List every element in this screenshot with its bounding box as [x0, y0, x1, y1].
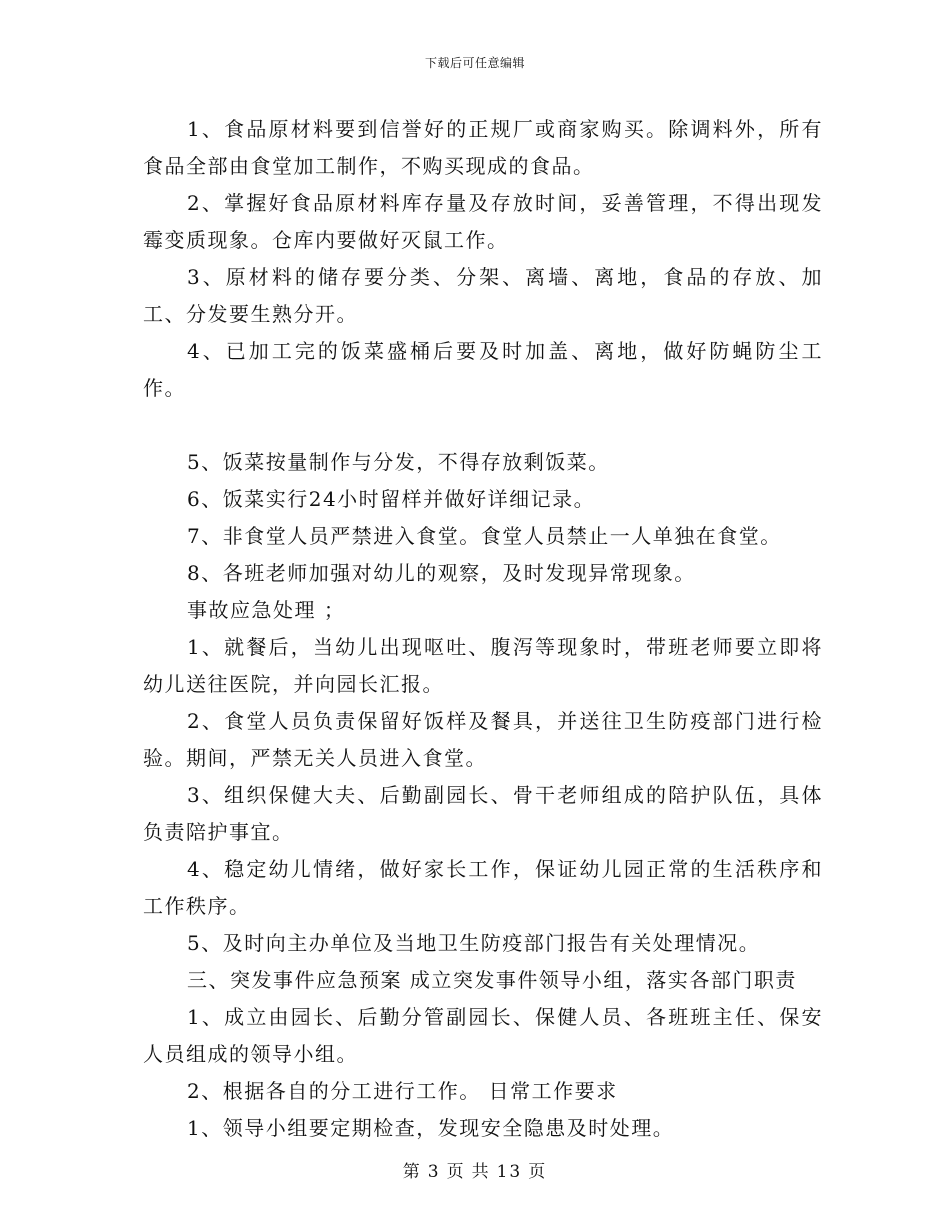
paragraph-hospital-transfer: 1、就餐后，当幼儿出现呕吐、腹泻等现象时，带班老师要立即将幼儿送往医院，并向园长汇报。	[143, 635, 823, 696]
paragraph-teacher-observation: 8、各班老师加强对幼儿的观察，及时发现异常现象。	[187, 561, 696, 585]
paragraph-stabilize-children: 4、稳定幼儿情绪，做好家长工作，保证幼儿园正常的生活秩序和工作秩序。	[143, 857, 823, 918]
paragraph-sample-inspection: 2、食堂人员负责保留好饭样及餐具，并送往卫生防疫部门进行检验。期间，严禁无关人员进入食堂。	[143, 709, 823, 770]
footer-current-page: 3	[427, 1162, 441, 1182]
page-number-footer	[0, 1157, 950, 1182]
paragraph-food-purchase: 1、食品原材料要到信誉好的正规厂或商家购买。除调料外，所有食品全部由食堂加工制作，不购买现成的食品。	[143, 117, 823, 178]
paragraph-division-of-work: 2、根据各自的分工进行工作。 日常工作要求	[187, 1079, 618, 1103]
footer-label-total: 共	[471, 1162, 491, 1182]
header-note: 下载后可任意编辑	[424, 56, 525, 70]
paragraph-spacer	[143, 407, 823, 444]
footer-label-page-unit: 页	[446, 1162, 466, 1182]
paragraph-food-covering: 4、已加工完的饭菜盛桶后要及时加盖、离地，做好防蝇防尘工作。	[143, 339, 823, 400]
paragraph-portioning: 5、饭菜按量制作与分发，不得存放剩饭菜。	[187, 450, 610, 474]
section-heading-emergency-handling: 事故应急处理 ；	[187, 598, 346, 622]
paragraph-access-control: 7、非食堂人员严禁进入食堂。食堂人员禁止一人单独在食堂。	[187, 524, 782, 548]
paragraph-regular-inspection: 1、领导小组要定期检查，发现安全隐患及时处理。	[187, 1116, 675, 1140]
document-body	[143, 111, 823, 1147]
footer-total-pages: 13	[496, 1162, 523, 1182]
paragraph-storage-management: 2、掌握好食品原材料库存量及存放时间，妥善管理，不得出现发霉变质现象。仓库内要做好灭鼠工作。	[143, 191, 823, 252]
paragraph-leadership-group: 1、成立由园长、后勤分管副园长、保健人员、各班班主任、保安人员组成的领导小组。	[143, 1005, 823, 1066]
paragraph-sample-retention: 6、饭菜实行24小时留样并做好详细记录。	[187, 487, 596, 511]
section-heading-emergency-plan: 三、突发事件应急预案 成立突发事件领导小组，落实各部门职责	[187, 968, 797, 992]
footer-label-total-unit: 页	[528, 1162, 548, 1182]
paragraph-escort-team: 3、组织保健大夫、后勤副园长、骨干老师组成的陪护队伍，具体负责陪护事宜。	[143, 783, 823, 844]
paragraph-material-storage: 3、原材料的储存要分类、分架、离墙、离地，食品的存放、加工、分发要生熟分开。	[143, 265, 823, 326]
footer-label-page: 第	[402, 1162, 422, 1182]
paragraph-report-authorities: 5、及时向主办单位及当地卫生防疫部门报告有关处理情况。	[187, 931, 761, 955]
